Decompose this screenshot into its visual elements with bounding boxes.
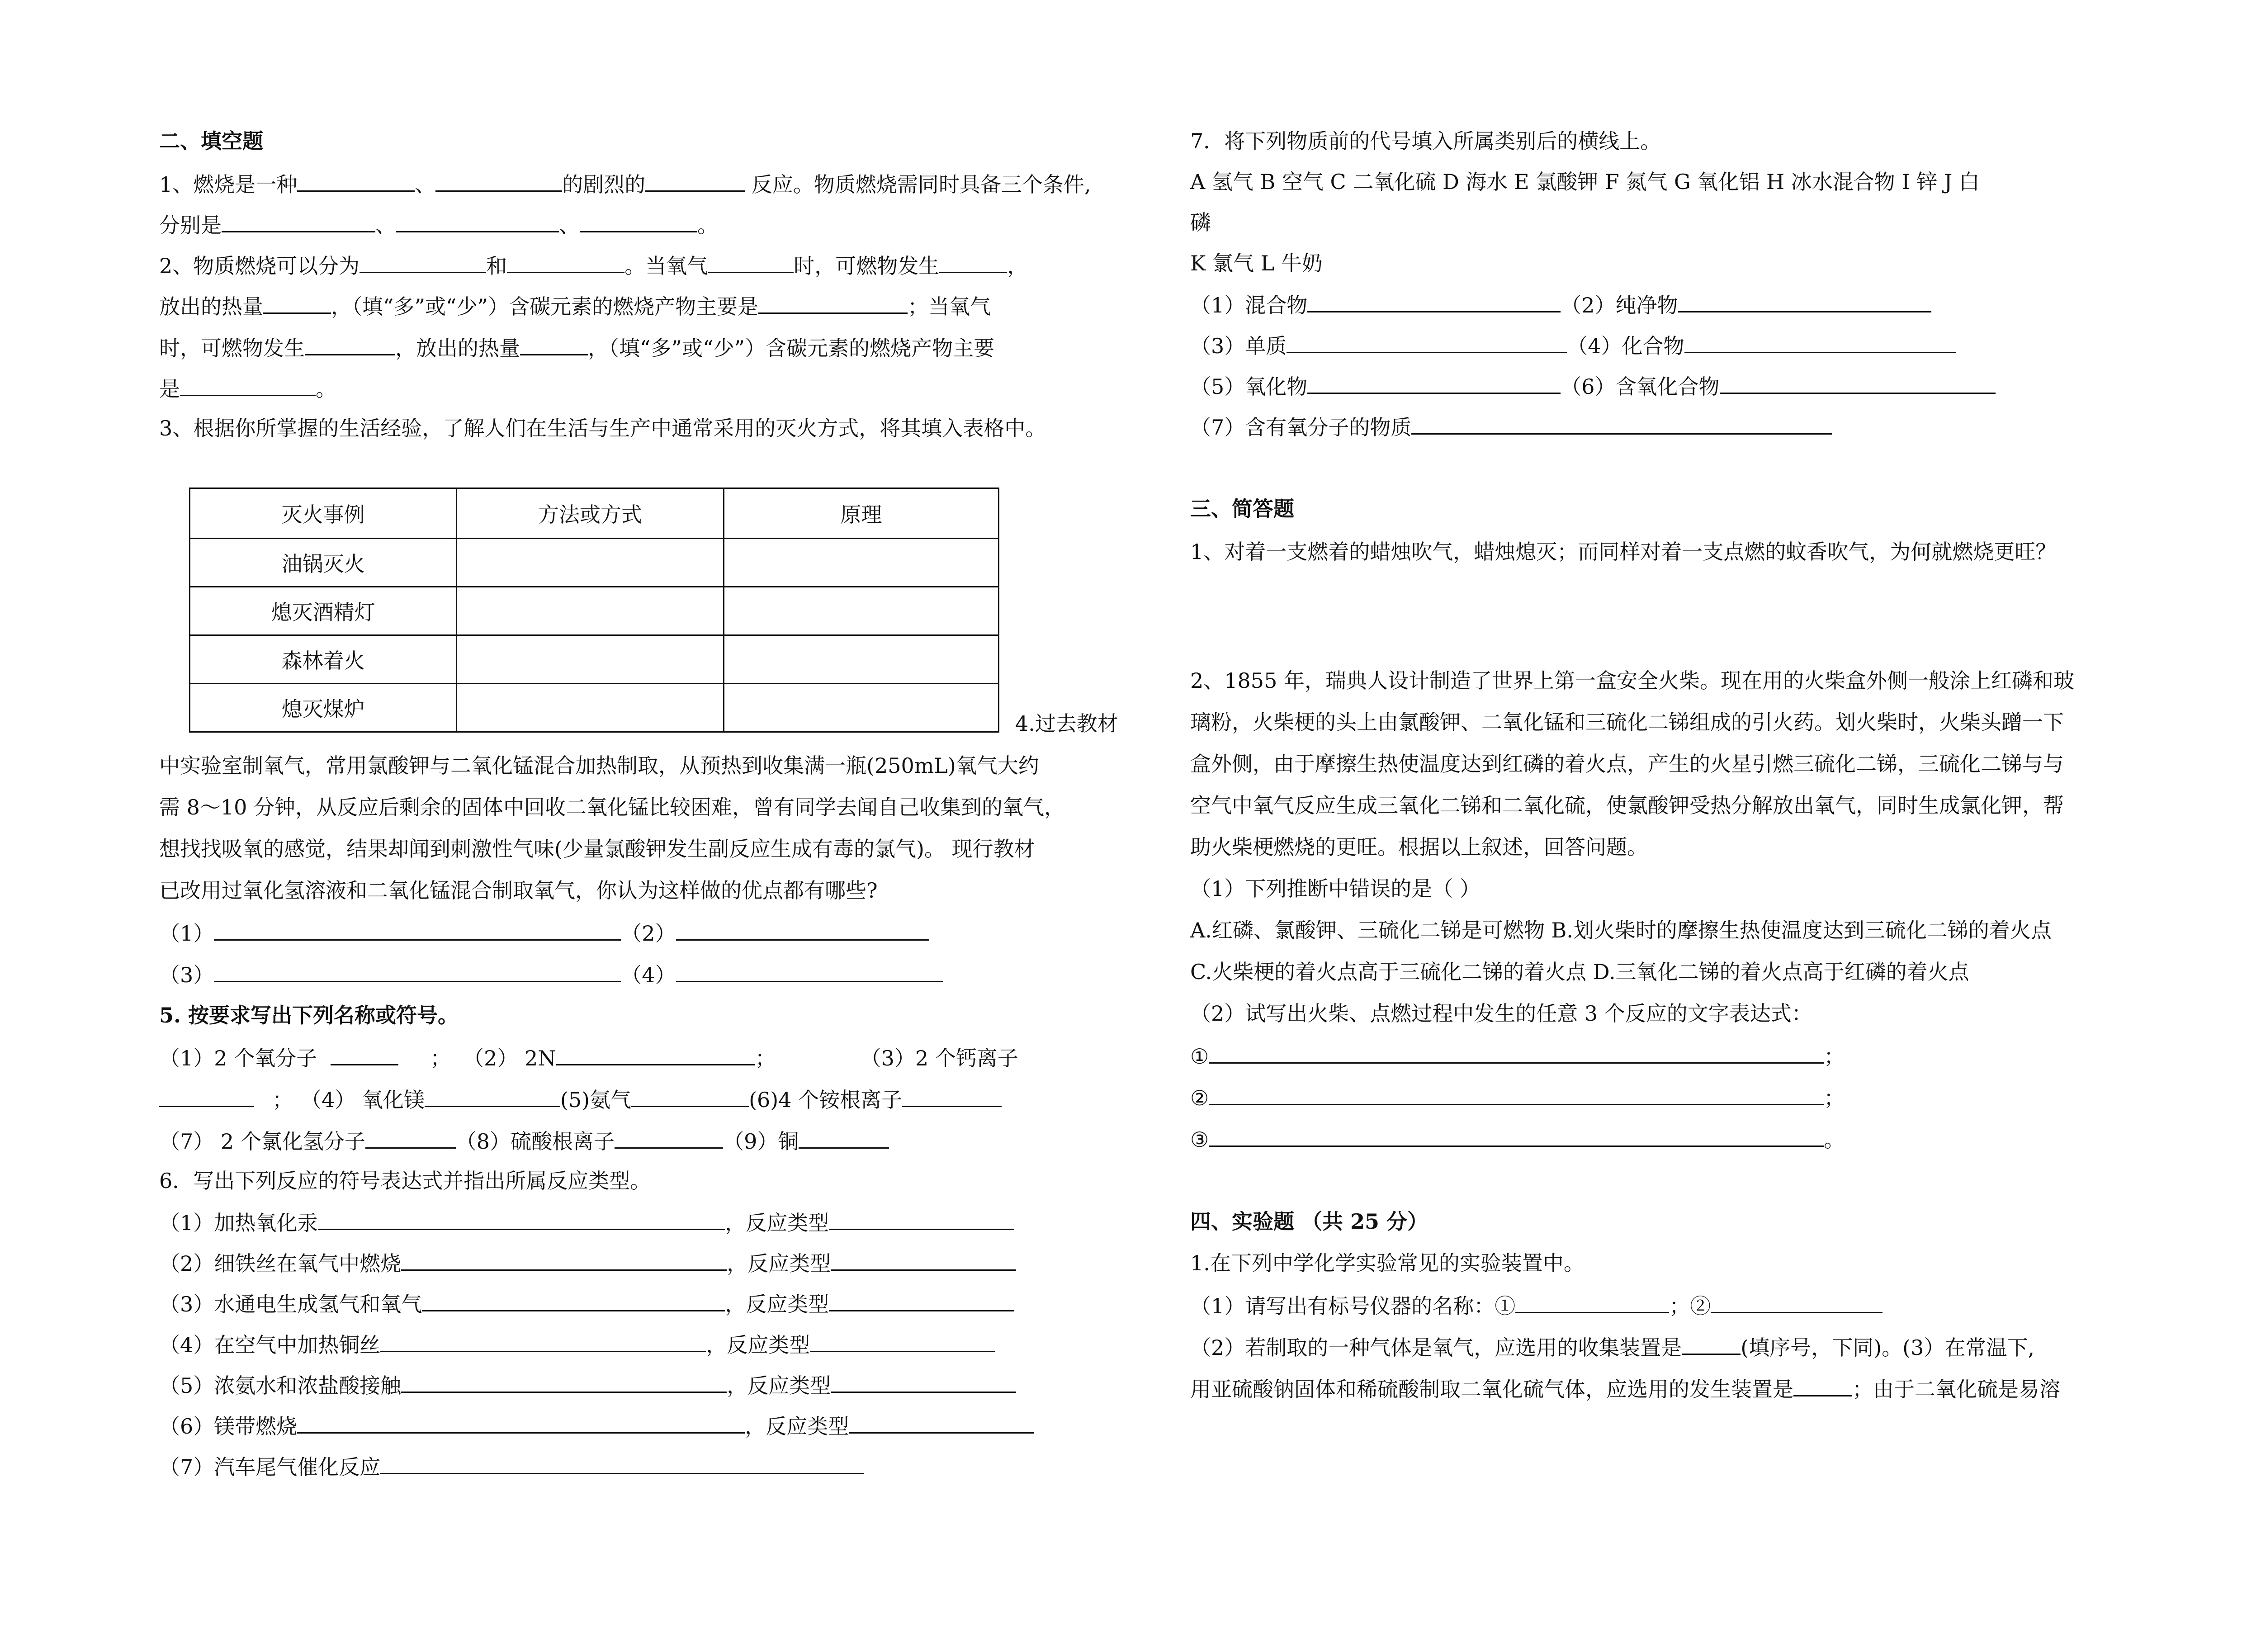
- question-7-row-3: （5）氧化物 （6）含氧化合物: [1190, 372, 1996, 400]
- short-answer-2-line-1: 2、1855 年，瑞典人设计制造了世界上第一盒安全火柴。现在用的火柴盒外侧一般涂上红磷和玻: [1190, 668, 2074, 693]
- question-4-start: 4.过去教材: [1015, 711, 1118, 736]
- short-answer-2-line-4: 空气中氧气反应生成三氧化二锑和二氧化硫，使氯酸钾受热分解放出氧气，同时生成氯化钾，帮: [1190, 793, 2064, 818]
- short-answer-2-line-2: 璃粉，火柴梗的头上由氯酸钾、二氧化锰和三硫化二锑组成的引火药。划火柴时，火柴头蹭一下: [1190, 710, 2064, 734]
- table-header: 原理: [724, 488, 998, 539]
- question-6-item: （2）细铁丝在氧气中燃烧 ，反应类型: [159, 1249, 1016, 1277]
- table-cell[interactable]: [457, 684, 724, 732]
- question-5-title: 5. 按要求写出下列名称或符号。: [159, 1003, 459, 1027]
- section-fill-title: 二、填空题: [159, 129, 263, 153]
- question-2-line-1: 2、物质燃烧可以分为 和 。当氧气 时，可燃物发生 ，: [159, 251, 1028, 279]
- table-cell[interactable]: [457, 635, 724, 684]
- question-4-line-3: 想找找吸氧的感觉，结果却闻到刺激性气味(少量氯酸钾发生副反应生成有毒的氯气)。 现行教材: [159, 837, 1035, 861]
- question-7-options-1: A 氢气 B 空气 C 二氧化硫 D 海水 E 氯酸钾 F 氮气 G 氧化铝 H 冰水混合物 I 锌 J 白: [1190, 170, 1980, 194]
- question-7-row-2: （3）单质 （4）化合物: [1190, 331, 1956, 360]
- question-6-item: （5）浓氨水和浓盐酸接触 ，反应类型: [159, 1371, 1016, 1399]
- question-6-item-7: （7）汽车尾气催化反应: [159, 1452, 864, 1481]
- experiment-1-q1: （1）请写出有标号仪器的名称：① ；②: [1190, 1291, 1883, 1320]
- table-header-row: [190, 488, 999, 539]
- table-cell[interactable]: [457, 587, 724, 635]
- table-cell: 熄灭煤炉: [190, 684, 457, 732]
- table-cell: 熄灭酒精灯: [190, 587, 457, 635]
- table-row: [190, 635, 999, 684]
- table-row: [190, 539, 999, 587]
- question-7-title: 7．将下列物质前的代号填入所属类别后的横线上。: [1190, 129, 1661, 153]
- question-2-line-2: 放出的热量 ，（填“多”或“少”）含碳元素的燃烧产物主要是 ；当氧气: [159, 292, 991, 320]
- table-row: [190, 587, 999, 635]
- section-experiment-title: 四、实验题 （共 25 分）: [1190, 1209, 1428, 1234]
- experiment-1: 1.在下列中学化学实验常见的实验装置中。: [1190, 1251, 1585, 1275]
- experiment-1-q3: 用亚硫酸钠固体和稀硫酸制取二氧化硫气体，应选用的发生装置是 ；由于二氧化硫是易溶: [1190, 1374, 2060, 1403]
- fire-extinguish-table: [189, 488, 999, 733]
- question-7-options-3: K 氯气 L 牛奶: [1190, 251, 1323, 275]
- short-answer-2-q2: （2）试写出火柴、点燃过程中发生的任意 3 个反应的文字表达式：: [1190, 1001, 1812, 1026]
- expression-line-1: ① ；: [1190, 1041, 1845, 1070]
- short-answer-1: 1、对着一支燃着的蜡烛吹气，蜡烛熄灭；而同样对着一支点燃的蚊香吹气，为何就燃烧更旺？: [1190, 540, 2057, 564]
- question-2-line-3: 时，可燃物发生 ，放出的热量 ，（填“多”或“少”）含碳元素的燃烧产物主要: [159, 333, 994, 362]
- table-header: 方法或方式: [457, 488, 724, 539]
- question-4-answer-row-1: （1） （2）: [159, 918, 929, 947]
- question-5-line-3: （7） 2 个氯化氢分子 （8）硫酸根离子 （9）铜: [159, 1127, 889, 1155]
- table-row: [190, 684, 999, 732]
- table-cell[interactable]: [457, 539, 724, 587]
- question-5-line-2: ； （4） 氧化镁 (5)氨气 (6)4 个铵根离子: [159, 1085, 1002, 1113]
- section-short-answer-title: 三、简答题: [1190, 497, 1294, 521]
- table-cell[interactable]: [724, 635, 998, 684]
- table-cell: 森林着火: [190, 635, 457, 684]
- question-4-line-2: 需 8～10 分钟，从反应后剩余的固体中回收二氧化锰比较困难，曾有同学去闻自己收集到的氧气，: [159, 795, 1065, 819]
- question-3: 3、根据你所掌握的生活经验，了解人们在生活与生产中通常采用的灭火方式，将其填入表格中。: [159, 416, 1046, 440]
- short-answer-2-options-2: C.火柴梗的着火点高于三硫化二锑的着火点 D.三氧化二锑的着火点高于红磷的着火点: [1190, 960, 1969, 984]
- question-5-line-1: （1）2 个氧分子 ； （2） 2N ； （3）2 个钙离子: [159, 1043, 1018, 1072]
- table-header: 灭火事例: [190, 488, 457, 539]
- short-answer-2-options-1: A.红磷、氯酸钾、三硫化二锑是可燃物 B.划火柴时的摩擦生热使温度达到三硫化二锑的着火点: [1190, 918, 2052, 942]
- question-6-item: （3）水通电生成氢气和氧气 ，反应类型: [159, 1289, 1014, 1318]
- question-6-item: （6）镁带燃烧 ，反应类型: [159, 1411, 1034, 1440]
- question-6-item: （1）加热氧化汞 ，反应类型: [159, 1208, 1014, 1236]
- question-6-item: （4）在空气中加热铜丝 ，反应类型: [159, 1330, 995, 1359]
- short-answer-2-line-5: 助火柴梗燃烧的更旺。根据以上叙述，回答问题。: [1190, 835, 1648, 859]
- experiment-1-q2: （2）若制取的一种气体是氧气，应选用的收集装置是 (填序号，下同)。(3）在常温下,: [1190, 1333, 2034, 1361]
- expression-line-2: ② ；: [1190, 1083, 1845, 1112]
- table-cell[interactable]: [724, 539, 998, 587]
- question-2-line-4: 是 。: [159, 374, 336, 402]
- short-answer-2-q1: （1）下列推断中错误的是（ ）: [1190, 876, 1481, 901]
- question-4-line-1: 中实验室制氧气，常用氯酸钾与二氧化锰混合加热制取，从预热到收集满一瓶(250mL)氧气大约: [159, 753, 1039, 778]
- table-cell[interactable]: [724, 587, 998, 635]
- table-cell[interactable]: [724, 684, 998, 732]
- question-1-line-1: 1、燃烧是一种 、 的剧烈的 反应。物质燃烧需同时具备三个条件,: [159, 170, 1091, 198]
- table-cell: 油锅灭火: [190, 539, 457, 587]
- short-answer-2-line-3: 盒外侧，由于摩擦生热使温度达到红磷的着火点，产生的火星引燃三硫化二锑，三硫化二锑与与: [1190, 752, 2064, 776]
- question-6-title: 6．写出下列反应的符号表达式并指出所属反应类型。: [159, 1169, 651, 1193]
- question-4-answer-row-2: （3） （4）: [159, 960, 943, 989]
- question-7-row-4: （7）含有氧分子的物质: [1190, 412, 1832, 441]
- expression-line-3: ③ 。: [1190, 1125, 1845, 1153]
- question-7-row-1: （1）混合物 （2）纯净物: [1190, 290, 1931, 319]
- question-4-line-4: 已改用过氧化氢溶液和二氧化锰混合制取氧气，你认为这样做的优点都有哪些?: [159, 878, 878, 903]
- question-1-line-2: 分别是 、 、 。: [159, 210, 718, 239]
- question-7-options-2: 磷: [1190, 210, 1211, 235]
